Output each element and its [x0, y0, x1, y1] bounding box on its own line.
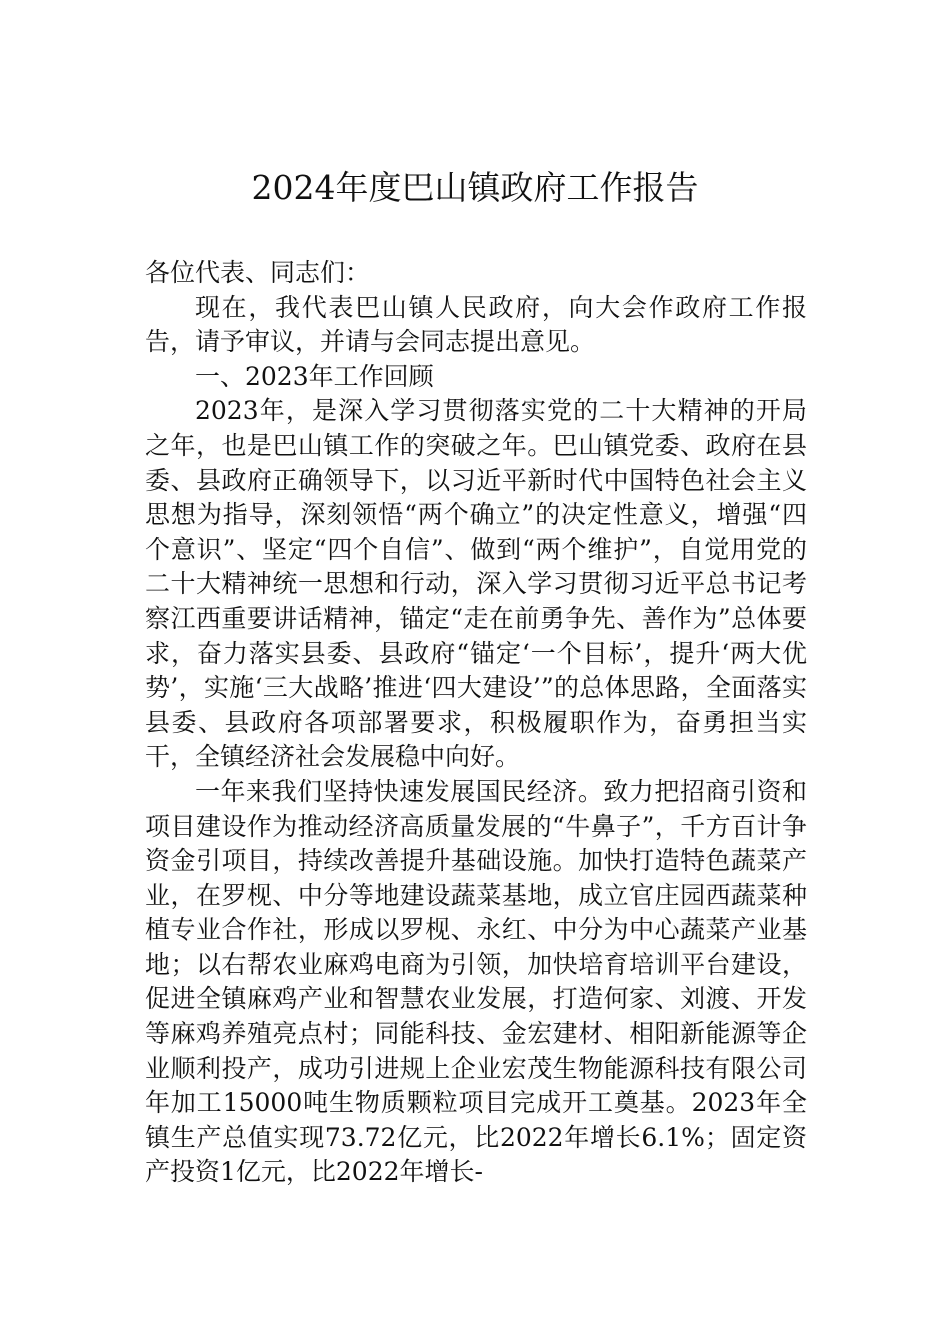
paragraph-review: 2023年，是深入学习贯彻落实党的二十大精神的开局之年，也是巴山镇工作的突破之年。巴山镇党委、政府在县委、县政府正确领导下，以习近平新时代中国特色社会主义思想为指导，深刻领悟“两个确立”的决定性意义，增强“四个意识”、坚定“四个自信”、做到“两个维护”，自觉用党的二十大精神统一思想和行动，深入学习贯彻习近平总书记考察江西重要讲话精神，锚定“走在前勇争先、善作为”总体要求，奋力落实县委、县政府“锚定‘一个目标’，提升‘两大优势’，实施‘三大战略’推进‘四大建设’”的总体思路，全面落实县委、县政府各项部署要求，积极履职作为，奋勇担当实干，全镇经济社会发展稳中向好。: [145, 396, 807, 772]
section-heading: 一、2023年工作回顾: [195, 361, 434, 391]
salutation: 各位代表、同志们：: [145, 258, 371, 287]
paragraph-opening: 现在，我代表巴山镇人民政府，向大会作政府工作报告，请予审议，并请与会同志提出意见。: [145, 292, 807, 357]
document-title: 2024年度巴山镇政府工作报告: [251, 168, 699, 207]
document-body: [145, 256, 807, 1190]
paragraph-economy: 一年来我们坚持快速发展国民经济。致力把招商引资和项目建设作为推动经济高质量发展的“牛鼻子”，千方百计争资金引项目，持续改善提升基础设施。加快打造特色蔬菜产业，在罗枧、中分等地建设蔬菜基地，成立官庄园西蔬菜种植专业合作社，形成以罗枧、永红、中分为中心蔬菜产业基地；以右帮农业麻鸡电商为引领，加快培育培训平台建设，促进全镇麻鸡产业和智慧农业发展，打造何家、刘渡、开发等麻鸡养殖亮点村；同能科技、金宏建材、相阳新能源等企业顺利投产，成功引进规上企业宏茂生物能源科技有限公司年加工15000吨生物质颗粒项目完成开工奠基。2023年全镇生产总值实现73.72亿元，比2022年增长6.1%；固定资产投资1亿元，比2022年增长-: [145, 776, 807, 1187]
